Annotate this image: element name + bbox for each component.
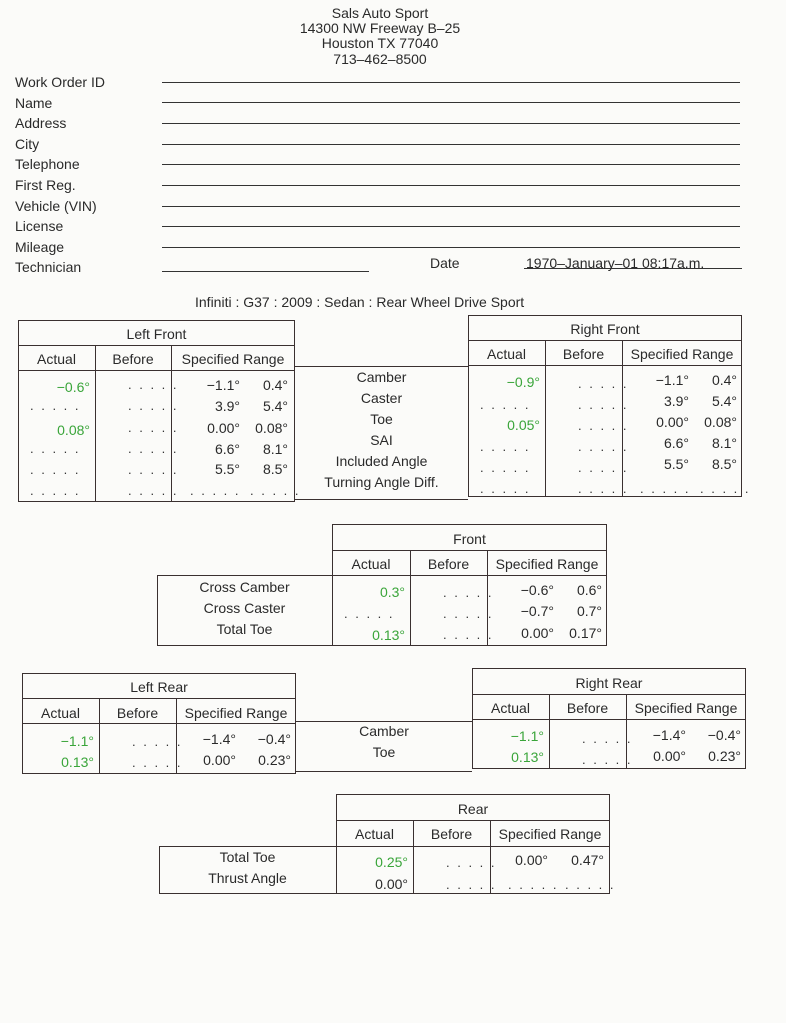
left-front-toe-min: 0.00° <box>207 420 240 436</box>
form-line-first-reg <box>162 185 740 186</box>
form-line-vin <box>162 206 740 207</box>
left-front-turning-min: . . . . . <box>190 483 241 498</box>
left-front-caster-max: 5.4° <box>262 398 288 414</box>
rear-axle-title: Rear <box>457 801 489 817</box>
front-total-toe-actual: 0.13° <box>372 627 405 643</box>
right-front-before-row-3: . . . . . <box>578 439 629 454</box>
left-rear-range-header: Specified Range <box>184 705 288 721</box>
form-label-telephone: Telephone <box>15 156 80 172</box>
front-total-toe-min: 0.00° <box>521 625 554 641</box>
left-front-sai-max: 8.1° <box>262 441 288 457</box>
left-front-header-rule <box>18 370 295 371</box>
form-line-license <box>162 226 740 227</box>
vehicle-description: Infiniti : G37 : 2009 : Sedan : Rear Wheel Drive Sport <box>195 294 525 310</box>
front-cross-caster-max: 0.7° <box>576 603 602 619</box>
right-rear-actual-header: Actual <box>491 700 530 716</box>
front-center-top-rule <box>295 366 468 367</box>
form-line-address <box>162 123 740 124</box>
left-front-caster-min: 3.9° <box>214 398 240 414</box>
front-axle-actual-header: Actual <box>351 556 391 572</box>
rear-total-toe-min: 0.00° <box>515 852 548 868</box>
right-front-camber-min: −1.1° <box>655 372 689 388</box>
label-total-toe-front: Total Toe <box>216 621 273 637</box>
left-front-caster-actual: . . . . . <box>30 398 81 413</box>
form-line-work-order <box>162 82 740 83</box>
form-line-date <box>524 268 742 269</box>
right-rear-camber-actual: −1.1° <box>510 728 544 744</box>
right-rear-toe-min: 0.00° <box>653 748 686 764</box>
left-front-camber-max: 0.4° <box>262 377 288 393</box>
right-front-camber-actual: −0.9° <box>506 374 540 390</box>
front-axle-title-rule <box>332 550 607 551</box>
label-sai: SAI <box>370 432 393 448</box>
left-front-before-header: Before <box>112 351 154 367</box>
form-label-city: City <box>15 136 40 152</box>
label-camber: Camber <box>356 369 407 385</box>
rear-thrust-angle-min: . . . . . <box>508 877 559 892</box>
form-line-mileage <box>162 247 740 248</box>
left-front-before-row-2: . . . . . <box>128 420 179 435</box>
right-rear-camber-max: −0.4° <box>707 727 741 743</box>
front-axle-before-header: Before <box>427 556 470 572</box>
right-front-before-row-0: . . . . . <box>578 376 629 391</box>
front-center-bottom-rule <box>295 499 468 500</box>
form-label-work-order: Work Order ID <box>15 74 105 90</box>
rear-axle-before-row-1: . . . . . <box>446 877 497 892</box>
right-front-col-rule-1 <box>545 340 546 497</box>
right-front-before-row-5: . . . . . <box>578 481 629 496</box>
right-front-before-row-1: . . . . . <box>578 397 629 412</box>
right-rear-toe-max: 0.23° <box>708 748 741 764</box>
front-cross-caster-actual: . . . . . <box>344 606 395 621</box>
form-line-name <box>162 102 740 103</box>
front-axle-before-row-2: . . . . . <box>443 627 494 642</box>
label-toe: Toe <box>370 411 393 427</box>
rear-axle-before-header: Before <box>430 826 473 842</box>
rear-axle-actual-header: Actual <box>355 826 394 842</box>
left-front-included-min: 5.5° <box>214 461 240 477</box>
front-axle-title: Front <box>453 531 486 547</box>
left-rear-toe-max: 0.23° <box>258 752 291 768</box>
shop-address-line1: 14300 NW Freeway B–25 <box>299 20 461 36</box>
label-total-toe-rear: Total Toe <box>219 849 276 865</box>
rear-axle-before-row-0: . . . . . <box>446 855 497 870</box>
front-axle-before-row-1: . . . . . <box>443 606 494 621</box>
left-front-before-row-0: . . . . . <box>128 398 179 413</box>
left-rear-title-rule <box>22 698 296 699</box>
left-front-before-row-5: . . . . . <box>128 483 179 498</box>
front-axle-before-row-0: . . . . . <box>443 585 494 600</box>
rear-center-top-rule <box>296 721 472 722</box>
left-rear-toe-actual: 0.13° <box>61 754 94 770</box>
right-front-turning-actual: . . . . . <box>480 481 531 496</box>
form-label-mileage: Mileage <box>15 239 65 255</box>
form-line-city <box>162 144 740 145</box>
left-front-before-row-0b: . . . . . <box>128 377 179 392</box>
rear-center-bottom-rule <box>296 771 472 772</box>
left-rear-header-rule <box>22 723 296 724</box>
right-front-included-min: 5.5° <box>663 456 689 472</box>
front-axle-range-header: Specified Range <box>495 556 599 572</box>
front-cross-camber-min: −0.6° <box>520 582 554 598</box>
right-front-range-header: Specified Range <box>630 346 734 362</box>
rear-total-toe-actual: 0.25° <box>375 854 408 870</box>
right-front-caster-actual: . . . . . <box>480 397 531 412</box>
left-front-title: Left Front <box>126 326 187 342</box>
form-label-name: Name <box>15 95 53 111</box>
right-front-toe-actual: 0.05° <box>507 417 540 433</box>
left-front-camber-actual: −0.6° <box>56 379 90 395</box>
right-front-title: Right Front <box>570 321 640 337</box>
left-front-turning-actual: . . . . . <box>30 483 81 498</box>
left-rear-before-header: Before <box>116 705 159 721</box>
right-rear-range-header: Specified Range <box>634 700 738 716</box>
rear-thrust-angle-actual: 0.00° <box>375 876 408 892</box>
left-rear-toe-min: 0.00° <box>203 752 236 768</box>
right-rear-toe-actual: 0.13° <box>511 749 544 765</box>
left-front-toe-actual: 0.08° <box>57 422 90 438</box>
rear-axle-title-rule <box>336 820 610 821</box>
label-caster: Caster <box>360 390 403 406</box>
right-rear-camber-min: −1.4° <box>652 727 686 743</box>
right-front-caster-min: 3.9° <box>663 393 689 409</box>
shop-name: Sals Auto Sport <box>331 5 429 21</box>
right-front-sai-actual: . . . . . <box>480 439 531 454</box>
front-cross-caster-min: −0.7° <box>520 603 554 619</box>
shop-phone: 713–462–8500 <box>333 51 427 67</box>
label-thrust-angle: Thrust Angle <box>208 870 287 886</box>
right-front-turning-min: . . . . . <box>640 481 691 496</box>
date-label: Date <box>430 255 460 271</box>
right-front-before-row-2: . . . . . <box>578 418 629 433</box>
left-rear-camber-min: −1.4° <box>202 731 236 747</box>
right-rear-header-rule <box>472 719 746 720</box>
left-front-title-rule <box>18 345 295 346</box>
right-front-included-max: 8.5° <box>711 456 737 472</box>
shop-address-line2: Houston TX 77040 <box>321 35 439 51</box>
label-turning-angle-diff: Turning Angle Diff. <box>324 474 439 490</box>
label-included-angle: Included Angle <box>335 453 428 469</box>
label-cross-camber: Cross Camber <box>199 579 290 595</box>
front-cross-camber-actual: 0.3° <box>379 584 405 600</box>
label-rear-toe: Toe <box>372 744 396 760</box>
left-front-before-row-4: . . . . . <box>128 462 179 477</box>
right-front-actual-header: Actual <box>487 346 526 362</box>
right-rear-title: Right Rear <box>575 675 643 691</box>
rear-total-toe-max: 0.47° <box>571 852 604 868</box>
right-rear-title-rule <box>472 694 746 695</box>
left-front-sai-min: 6.6° <box>214 441 240 457</box>
left-front-turning-max: . . . . . <box>250 483 301 498</box>
left-rear-camber-actual: −1.1° <box>60 733 94 749</box>
left-rear-actual-header: Actual <box>41 705 80 721</box>
label-cross-caster: Cross Caster <box>203 600 286 616</box>
left-rear-camber-max: −0.4° <box>257 731 291 747</box>
left-front-range-header: Specified Range <box>181 351 285 367</box>
rear-axle-range-header: Specified Range <box>498 826 602 842</box>
left-front-included-max: 8.5° <box>262 461 288 477</box>
right-front-toe-max: 0.08° <box>704 414 737 430</box>
form-label-address: Address <box>15 115 67 131</box>
right-front-sai-min: 6.6° <box>663 435 689 451</box>
left-front-before-row-3: . . . . . <box>128 441 179 456</box>
right-front-toe-min: 0.00° <box>656 414 689 430</box>
left-front-toe-max: 0.08° <box>255 420 288 436</box>
rear-thrust-angle-max: . . . . . <box>565 877 616 892</box>
left-front-included-actual: . . . . . <box>30 462 81 477</box>
front-cross-camber-max: 0.6° <box>576 582 602 598</box>
form-label-license: License <box>15 218 64 234</box>
front-total-toe-max: 0.17° <box>569 625 602 641</box>
left-rear-title: Left Rear <box>130 679 188 695</box>
left-front-actual-header: Actual <box>37 351 76 367</box>
form-label-first-reg: First Reg. <box>15 177 76 193</box>
right-rear-before-row-0: . . . . . <box>582 731 633 746</box>
right-front-caster-max: 5.4° <box>711 393 737 409</box>
left-rear-before-row-1: . . . . . <box>132 755 183 770</box>
right-front-turning-max: . . . . . <box>700 481 751 496</box>
right-front-included-actual: . . . . . <box>480 460 531 475</box>
form-line-technician <box>162 271 369 272</box>
left-front-col-rule-1 <box>95 345 96 502</box>
right-front-sai-max: 8.1° <box>711 435 737 451</box>
left-front-sai-actual: . . . . . <box>30 441 81 456</box>
form-label-technician: Technician <box>15 259 82 275</box>
form-label-vin: Vehicle (VIN) <box>15 198 97 214</box>
left-rear-before-row-0: . . . . . <box>132 734 183 749</box>
date-value: 1970–January–01 08:17a.m. <box>526 255 705 271</box>
left-front-camber-min: −1.1° <box>206 377 240 393</box>
right-rear-before-header: Before <box>566 700 609 716</box>
form-line-telephone <box>162 164 740 165</box>
right-front-camber-max: 0.4° <box>711 372 737 388</box>
right-front-header-rule <box>468 365 742 366</box>
right-rear-before-row-1: . . . . . <box>582 752 633 767</box>
label-rear-camber: Camber <box>359 723 409 739</box>
right-front-before-header: Before <box>562 346 605 362</box>
right-front-before-row-4: . . . . . <box>578 460 629 475</box>
right-front-title-rule <box>468 340 742 341</box>
